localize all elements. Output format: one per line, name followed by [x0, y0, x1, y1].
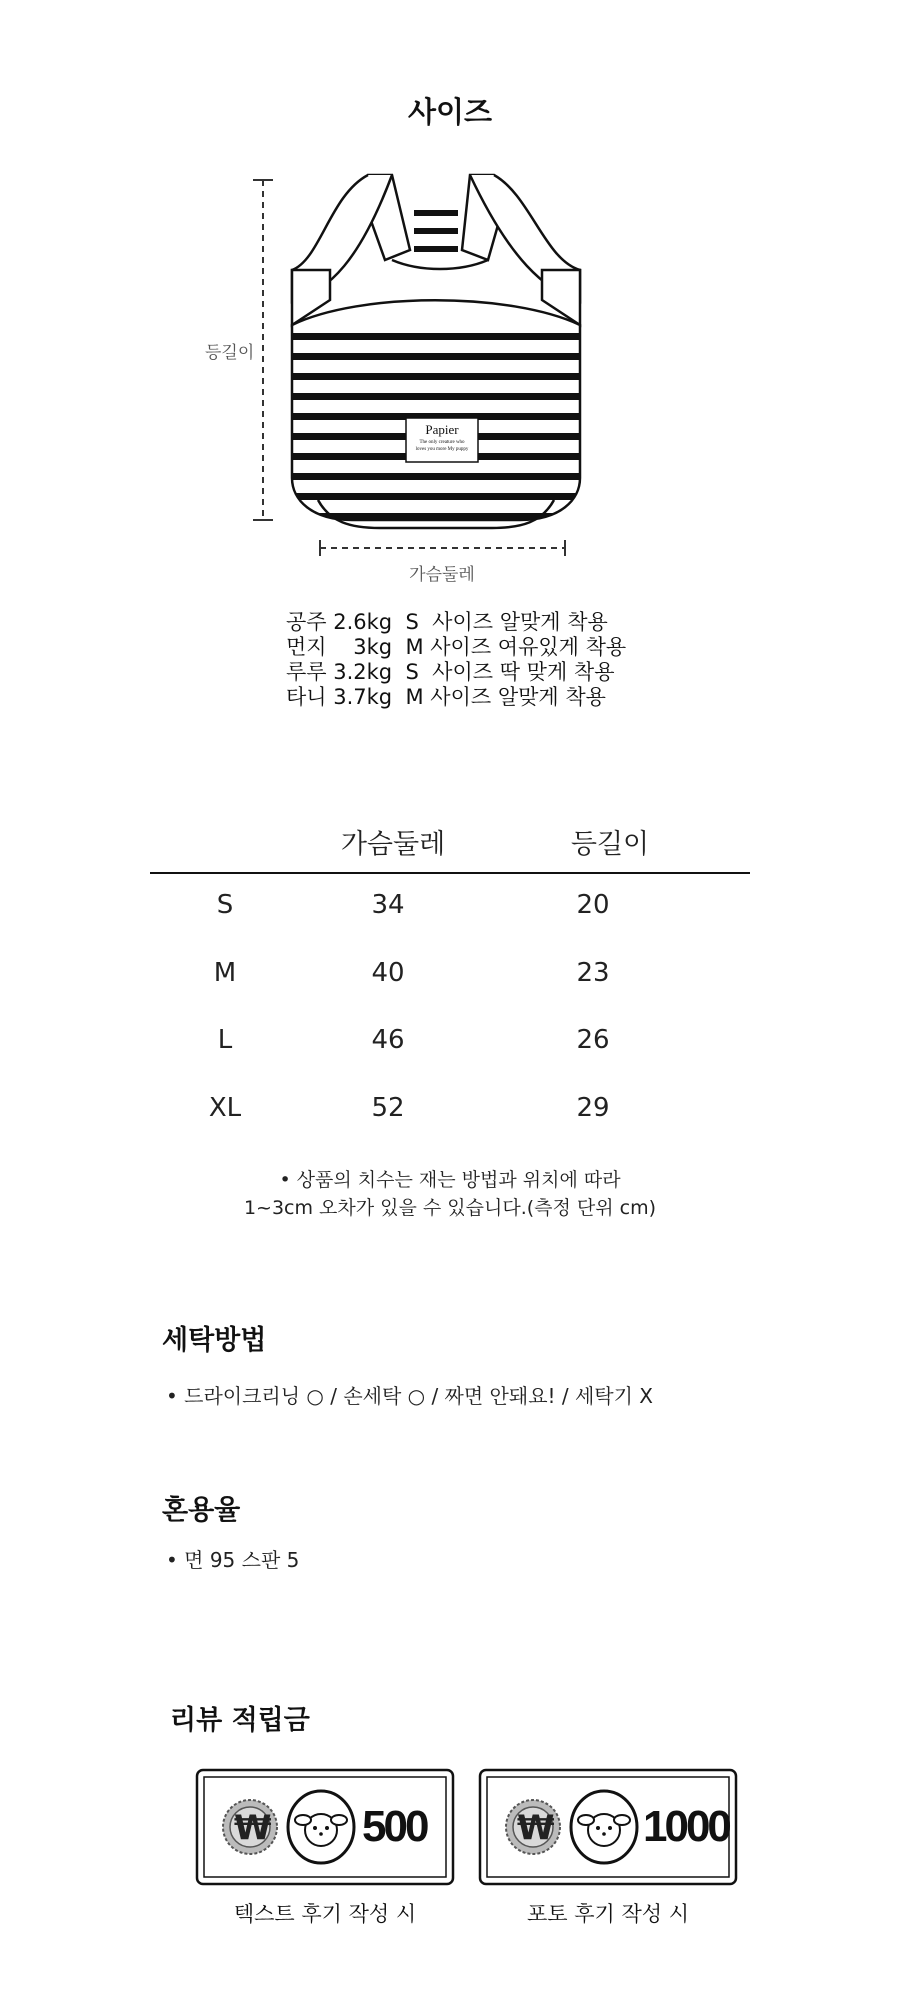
coupon-caption-2: 포토 후기 작성 시: [526, 1902, 690, 1926]
table-cell-size: XL: [208, 1093, 242, 1123]
table-cell-length: 29: [576, 1093, 610, 1123]
table-cell-size: M: [213, 958, 237, 988]
washing-title: 세탁방법: [162, 1325, 267, 1356]
table-cell-size: L: [217, 1025, 233, 1055]
brand-tagline-2: loves you more My puppy: [415, 447, 469, 452]
fit-examples: [286, 610, 626, 710]
fit-example-line: 루루 3.2kg S 사이즈 딱 맞게 착용: [286, 660, 615, 684]
table-header-length: 등길이: [570, 829, 650, 860]
table-cell-chest: 46: [371, 1025, 405, 1055]
table-cell-chest: 52: [371, 1093, 405, 1123]
size-note-line-2: 1~3cm 오차가 있을 수 있습니다.(측정 단위 cm): [243, 1197, 657, 1219]
brand-tagline-1: The only creature who: [419, 440, 465, 445]
size-diagram: [0, 150, 900, 600]
fit-example-line: 타니 3.7kg M 사이즈 알맞게 착용: [286, 685, 606, 709]
table-cell-chest: 40: [371, 958, 405, 988]
table-cell-chest: 34: [371, 890, 405, 920]
table-cell-size: S: [216, 890, 234, 920]
material-text: • 면 95 스판 5: [166, 1548, 300, 1572]
coupon-caption-1: 텍스트 후기 작성 시: [233, 1902, 417, 1926]
currency-symbol-2: ₩: [517, 1808, 555, 1848]
coupon-amount-1: 500: [362, 1802, 427, 1851]
table-header-chest: 가슴둘레: [340, 829, 446, 860]
table-divider: [150, 872, 750, 874]
review-title: 리뷰 적립금: [170, 1705, 310, 1736]
fit-example-line: 공주 2.6kg S 사이즈 알맞게 착용: [286, 610, 608, 634]
size-note: [0, 1166, 900, 1222]
page-title: 사이즈: [407, 95, 493, 129]
back-length-label: 등길이: [205, 343, 255, 363]
table-cell-length: 23: [576, 958, 610, 988]
washing-text: • 드라이크리닝 ○ / 손세탁 ○ / 짜면 안돼요! / 세탁기 X: [166, 1384, 654, 1408]
table-cell-length: 20: [576, 890, 610, 920]
brand-tag-text: Papier: [425, 422, 459, 437]
currency-symbol-1: ₩: [234, 1808, 272, 1848]
size-note-line-1: • 상품의 치수는 재는 방법과 위치에 따라: [279, 1169, 621, 1191]
coupon-amount-2: 1000: [643, 1802, 729, 1851]
fit-example-line: 먼지 3kg M 사이즈 여유있게 착용: [286, 635, 627, 659]
tank-top-illustration: [0, 150, 900, 600]
chest-label: 가슴둘레: [409, 565, 475, 585]
material-title: 혼용율: [162, 1495, 241, 1526]
table-cell-length: 26: [576, 1025, 610, 1055]
